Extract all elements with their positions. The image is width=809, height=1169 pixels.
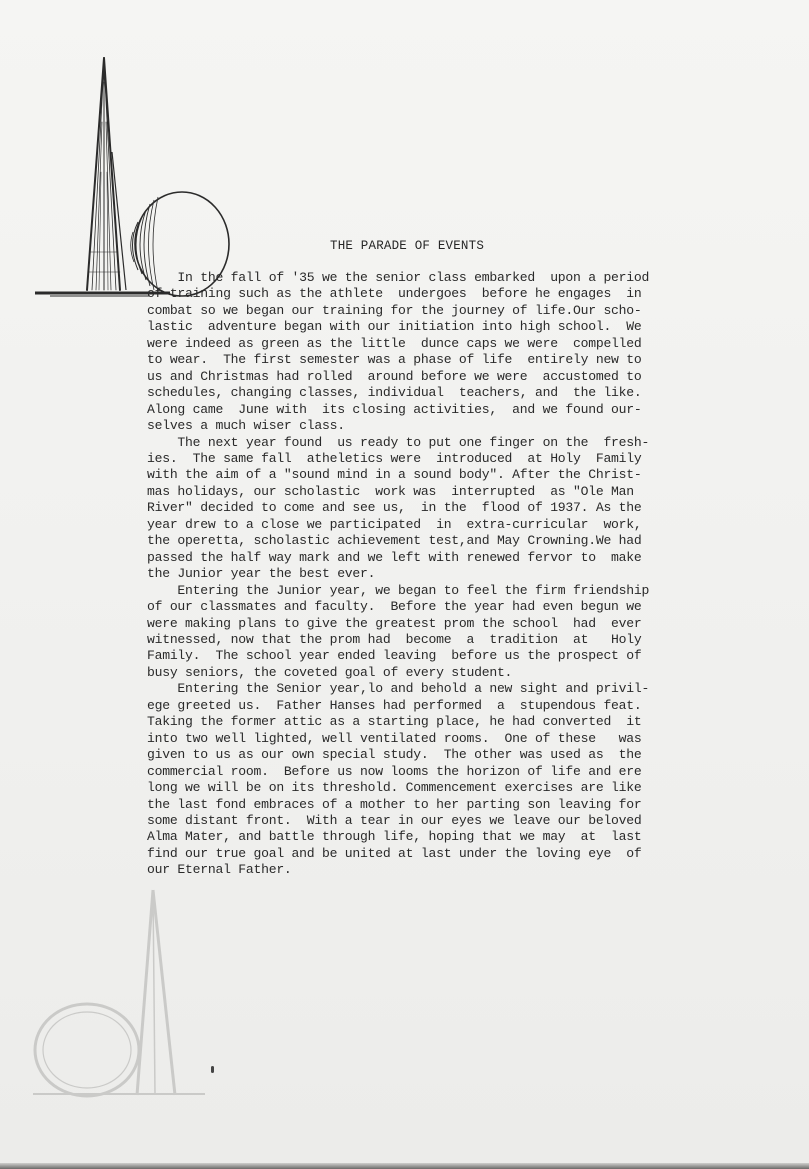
text-line: In the fall of '35 we the senior class embarked upon a period — [147, 270, 650, 285]
text-line: the Junior year the best ever. — [147, 566, 376, 582]
trylon-perisphere-icon — [30, 52, 240, 302]
text-line: of our classmates and faculty. Before the year had even begun we — [147, 599, 642, 615]
text-line: find our true goal and be united at last under the loving eye of — [147, 845, 642, 861]
text-line: Family. The school year ended leaving before us the prospect of — [147, 648, 642, 664]
text-line: our Eternal Father. — [147, 862, 292, 878]
text-line: Entering the Senior year,lo and behold a new sight and privil- — [147, 681, 650, 697]
text-line: given to us as our own special study. The other was used as the — [147, 747, 642, 763]
text-line: of training such as the athlete undergoes before he engages in — [147, 286, 642, 302]
text-line: Taking the former attic as a starting place, he had converted it — [147, 714, 642, 730]
text-line: long we will be on its threshold. Commencement exercises are like — [147, 780, 642, 796]
text-line: year drew to a close we participated in extra-curricular work, — [147, 516, 642, 532]
text-line: lastic adventure began with our initiation into high school. We — [147, 319, 642, 335]
text-line: some distant front. With a tear in our eyes we leave our beloved — [147, 812, 642, 828]
text-line: ies. The same fall atheletics were introduced at Holy Family — [147, 450, 642, 466]
text-line: busy seniors, the coveted goal of every student. — [147, 664, 513, 680]
text-line: River" decided to come and see us, in the flood of 1937. As the — [147, 500, 642, 516]
text-line: Alma Mater, and battle through life, hoping that we may at last — [147, 829, 642, 845]
text-line: passed the half way mark and we left with renewed fervor to make — [147, 549, 642, 565]
faded-trylon-perisphere-icon — [25, 880, 215, 1100]
text-line: commercial room. Before us now looms the horizon of life and ere — [147, 763, 642, 779]
text-line: into two well lighted, well ventilated rooms. One of these was — [147, 730, 642, 746]
text-line: witnessed, now that the prom had become a tradition at Holy — [147, 631, 642, 647]
text-line: with the aim of a "sound mind in a sound body". After the Christ- — [147, 467, 642, 483]
text-line: combat so we began our training for the journey of life.Our scho- — [147, 302, 642, 318]
text-line: The next year found us ready to put one finger on the fresh- — [147, 434, 650, 450]
text-line: mas holidays, our scholastic work was interrupted as "Ole Man — [147, 483, 634, 499]
text-line: us and Christmas had rolled around before we were accustomed to — [147, 368, 642, 384]
text-line: were making plans to give the greatest prom the school had ever — [147, 615, 642, 631]
ink-speck — [211, 1066, 214, 1073]
text-line: Entering the Junior year, we began to feel the firm friendship — [147, 582, 650, 598]
text-line: to wear. The first semester was a phase of life entirely new to — [147, 352, 642, 368]
text-line: the last fond embraces of a mother to her parting son leaving for — [147, 796, 642, 812]
text-line: were indeed as green as the little dunce caps we were compelled — [147, 335, 642, 351]
text-line: Along came June with its closing activities, and we found our- — [147, 401, 642, 417]
text-line: the operetta, scholastic achievement test,and May Crowning.We had — [147, 533, 642, 549]
page-title: THE PARADE OF EVENTS — [330, 239, 485, 253]
text-line: schedules, changing classes, individual teachers, and the like. — [147, 385, 642, 401]
page-bottom-edge — [0, 1163, 809, 1169]
body-text — [147, 270, 693, 879]
text-line: ege greeted us. Father Hanses had performed a stupendous feat. — [147, 697, 642, 713]
text-line: selves a much wiser class. — [147, 418, 345, 434]
